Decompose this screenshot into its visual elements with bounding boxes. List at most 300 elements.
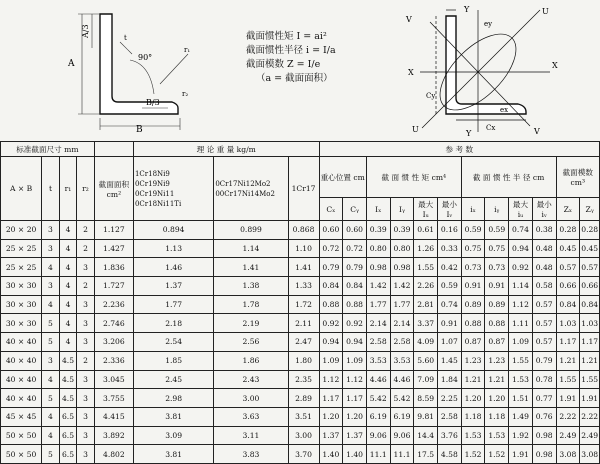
table-cell: 1.53 xyxy=(461,426,485,445)
table-cell: 6.19 xyxy=(366,407,390,426)
table-row xyxy=(1,258,600,277)
table-cell: 3.81 xyxy=(133,407,213,426)
table-cell: 1.14 xyxy=(214,239,288,258)
table-cell: 4 xyxy=(42,295,60,314)
table-cell: 1.52 xyxy=(485,445,509,464)
table-cell: 0.80 xyxy=(366,239,390,258)
table-cell: 2.49 xyxy=(580,426,600,445)
table-cell: 0.94 xyxy=(343,333,367,352)
table-cell: 1.86 xyxy=(214,351,288,370)
table-cell: 8.59 xyxy=(414,389,438,408)
table-cell: 1.427 xyxy=(94,239,133,258)
table-cell: 1.13 xyxy=(133,239,213,258)
table-cell: 0.91 xyxy=(438,314,462,333)
table-cell: 1.18 xyxy=(461,407,485,426)
table-cell: 0.57 xyxy=(532,295,556,314)
table-cell: 1.55 xyxy=(580,370,600,389)
table-cell: 2.43 xyxy=(214,370,288,389)
table-cell: 1.20 xyxy=(343,407,367,426)
table-cell: 1.09 xyxy=(319,351,343,370)
table-cell: 0.94 xyxy=(509,239,533,258)
table-cell: 3.53 xyxy=(366,351,390,370)
table-cell: 0.59 xyxy=(438,277,462,296)
table-cell: 3.76 xyxy=(438,426,462,445)
table-row xyxy=(1,314,600,333)
table-cell: 3.00 xyxy=(214,389,288,408)
dim-t-label: t xyxy=(124,34,127,42)
table-row xyxy=(1,445,600,464)
table-cell: 1.26 xyxy=(414,239,438,258)
table-cell: 1.21 xyxy=(461,370,485,389)
table-cell: 1.17 xyxy=(556,333,580,352)
col-header-axb: A × B xyxy=(1,157,42,221)
table-cell: 1.12 xyxy=(509,295,533,314)
col-header-area: 截面面积 cm² xyxy=(94,157,133,221)
table-cell: 0.84 xyxy=(343,277,367,296)
table-cell: 0.33 xyxy=(438,239,462,258)
table-cell: 2.89 xyxy=(288,389,319,408)
mat1-line: 0Cr19Ni9 xyxy=(134,179,170,188)
table-cell: 4.802 xyxy=(94,445,133,464)
ref-group-header: 参 考 数 xyxy=(319,142,600,157)
table-cell: 2.14 xyxy=(366,314,390,333)
table-cell: 6.19 xyxy=(390,407,414,426)
table-cell: 4 xyxy=(59,314,77,333)
modulus-header: 截面模数 cm³ xyxy=(556,157,599,198)
table-cell: 1.78 xyxy=(214,295,288,314)
table-cell: 25 × 25 xyxy=(1,239,42,258)
table-cell: 3.08 xyxy=(556,445,580,464)
table-cell: 1.23 xyxy=(485,351,509,370)
axis-v-bottom-label: V xyxy=(534,127,540,136)
table-cell: 1.55 xyxy=(556,370,580,389)
col-header-rx: iₓ xyxy=(461,198,485,221)
table-cell: 3 xyxy=(77,426,95,445)
table-cell: 0.61 xyxy=(414,221,438,240)
table-cell: 3.81 xyxy=(133,445,213,464)
table-cell: 0.39 xyxy=(390,221,414,240)
table-cell: 0.91 xyxy=(485,277,509,296)
col-header-ry: iᵧ xyxy=(485,198,509,221)
table-cell: 25 × 25 xyxy=(1,258,42,277)
table-cell: 30 × 30 xyxy=(1,295,42,314)
table-row xyxy=(1,389,600,408)
table-cell: 4.46 xyxy=(390,370,414,389)
col-header-iv: 最小 Iᵥ xyxy=(438,198,462,221)
table-cell: 1.92 xyxy=(509,426,533,445)
table-cell: 0.79 xyxy=(319,258,343,277)
table-cell: 1.17 xyxy=(343,389,367,408)
table-cell: 2.18 xyxy=(133,314,213,333)
table-cell: 2.14 xyxy=(390,314,414,333)
table-cell: 1.77 xyxy=(133,295,213,314)
table-cell: 1.53 xyxy=(485,426,509,445)
table-cell: 0.59 xyxy=(461,221,485,240)
axis-u-bottom-label: U xyxy=(412,125,419,134)
mat1-line: 0Cr18Ni11Ti xyxy=(134,199,182,208)
table-cell: 3 xyxy=(77,314,95,333)
steel-angle-table xyxy=(0,141,600,464)
table-cell: 4 xyxy=(42,407,60,426)
table-cell: 4 xyxy=(42,426,60,445)
table-cell: 3 xyxy=(42,351,60,370)
table-cell: 1.37 xyxy=(343,426,367,445)
table-cell: 1.37 xyxy=(133,277,213,296)
inertia-header: 截 面 惯 性 矩 cm⁴ xyxy=(366,157,461,198)
table-cell: 1.33 xyxy=(288,277,319,296)
col-header-zy: Zᵧ xyxy=(580,198,600,221)
table-cell: 1.49 xyxy=(509,407,533,426)
dim-b-label: B xyxy=(136,125,143,135)
table-cell: 0.89 xyxy=(461,295,485,314)
table-cell: 4 xyxy=(59,258,77,277)
col-header-mat3: 1Cr17 xyxy=(288,157,319,221)
col-header-iu: 最大 Iᵤ xyxy=(414,198,438,221)
table-cell: 0.87 xyxy=(485,333,509,352)
table-cell: 0.88 xyxy=(343,295,367,314)
table-cell: 4 xyxy=(59,333,77,352)
table-cell: 0.72 xyxy=(319,239,343,258)
col-header-iy: Iᵧ xyxy=(390,198,414,221)
table-cell: 0.78 xyxy=(532,370,556,389)
table-cell: 2.35 xyxy=(288,370,319,389)
table-cell: 1.91 xyxy=(509,445,533,464)
table-cell: 5.42 xyxy=(366,389,390,408)
table-cell: 2.58 xyxy=(438,407,462,426)
table-cell: 9.06 xyxy=(390,426,414,445)
table-cell: 1.03 xyxy=(556,314,580,333)
table-cell: 0.42 xyxy=(438,258,462,277)
table-cell: 3.892 xyxy=(94,426,133,445)
table-cell: 2.49 xyxy=(556,426,580,445)
table-cell: 5 xyxy=(42,333,60,352)
axis-y-bottom-label: Y xyxy=(466,129,472,138)
table-cell: 0.868 xyxy=(288,221,319,240)
table-cell: 0.74 xyxy=(509,221,533,240)
table-cell: 0.87 xyxy=(461,333,485,352)
table-cell: 3 xyxy=(77,295,95,314)
col-header-r2: r₂ xyxy=(77,157,95,221)
table-cell: 3 xyxy=(77,407,95,426)
table-cell: 2.236 xyxy=(94,295,133,314)
table-cell: 11.1 xyxy=(366,445,390,464)
radius-header: 截 面 惯 性 半 径 cm xyxy=(461,157,556,198)
table-cell: 2.22 xyxy=(556,407,580,426)
table-cell: 1.09 xyxy=(509,333,533,352)
col-header-ru: 最大 iᵤ xyxy=(509,198,533,221)
table-cell: 0.92 xyxy=(343,314,367,333)
table-cell: 1.52 xyxy=(461,445,485,464)
table-cell: 0.75 xyxy=(485,239,509,258)
table-cell: 2.25 xyxy=(438,389,462,408)
formula-inertia: 截面惯性矩 I = ai² xyxy=(246,31,327,42)
table-cell: 0.57 xyxy=(532,314,556,333)
table-cell: 0.16 xyxy=(438,221,462,240)
table-cell: 4.415 xyxy=(94,407,133,426)
table-cell: 4 xyxy=(42,370,60,389)
table-cell: 1.91 xyxy=(556,389,580,408)
table-cell: 3 xyxy=(42,221,60,240)
table-cell: 1.21 xyxy=(580,351,600,370)
table-cell: 0.28 xyxy=(580,221,600,240)
table-cell: 0.60 xyxy=(343,221,367,240)
table-cell: 3 xyxy=(77,370,95,389)
mat1-line: 1Cr18Ni9 xyxy=(134,169,170,178)
axis-y-label: Y xyxy=(464,5,470,14)
table-cell: 2.81 xyxy=(414,295,438,314)
table-cell: 2.58 xyxy=(390,333,414,352)
angle-section-diagram xyxy=(60,4,200,136)
table-cell: 0.66 xyxy=(580,277,600,296)
table-cell: 0.48 xyxy=(532,239,556,258)
table-cell: 1.21 xyxy=(485,370,509,389)
formula-block xyxy=(246,30,386,86)
table-cell: 40 × 40 xyxy=(1,333,42,352)
size-group-header: 标准截面尺寸 mm xyxy=(1,142,95,157)
table-cell: 20 × 20 xyxy=(1,221,42,240)
table-cell: 3.11 xyxy=(214,426,288,445)
table-cell: 0.94 xyxy=(319,333,343,352)
table-cell: 3.755 xyxy=(94,389,133,408)
table-cell: 1.46 xyxy=(133,258,213,277)
table-body xyxy=(1,221,600,464)
table-cell: 40 × 40 xyxy=(1,370,42,389)
axis-v-label: V xyxy=(406,15,412,24)
table-cell: 9.81 xyxy=(414,407,438,426)
table-cell: 2.22 xyxy=(580,407,600,426)
formula-note: （a = 截面面积） xyxy=(256,73,333,84)
axis-x-left-label: X xyxy=(408,68,414,77)
table-cell: 0.66 xyxy=(556,277,580,296)
table-cell: 3 xyxy=(77,258,95,277)
table-cell: 3 xyxy=(42,277,60,296)
table-cell: 0.58 xyxy=(532,277,556,296)
table-cell: 0.894 xyxy=(133,221,213,240)
table-cell: 4 xyxy=(59,239,77,258)
table-cell: 6.5 xyxy=(59,426,77,445)
table-cell: 1.10 xyxy=(288,239,319,258)
table-row xyxy=(1,426,600,445)
ey-label: ey xyxy=(484,20,493,28)
table-cell: 11.1 xyxy=(390,445,414,464)
table-cell: 0.92 xyxy=(509,258,533,277)
mat2-line: 00Cr17Ni14Mo2 xyxy=(215,189,275,198)
table-cell: 3 xyxy=(77,333,95,352)
table-cell: 1.07 xyxy=(438,333,462,352)
table-cell: 0.98 xyxy=(366,258,390,277)
table-cell: 3.51 xyxy=(288,407,319,426)
table-row xyxy=(1,277,600,296)
table-cell: 0.79 xyxy=(532,351,556,370)
table-cell: 1.09 xyxy=(343,351,367,370)
col-header-mat2 xyxy=(214,157,288,221)
table-cell: 1.41 xyxy=(214,258,288,277)
table-cell: 0.76 xyxy=(532,407,556,426)
table-cell: 0.98 xyxy=(532,426,556,445)
table-cell: 1.38 xyxy=(214,277,288,296)
table-cell: 2.54 xyxy=(133,333,213,352)
col-header-cy: Cᵧ xyxy=(343,198,367,221)
table-cell: 1.127 xyxy=(94,221,133,240)
table-cell: 1.91 xyxy=(580,389,600,408)
table-cell: 2.47 xyxy=(288,333,319,352)
table-cell: 2.11 xyxy=(288,314,319,333)
table-cell: 1.53 xyxy=(509,370,533,389)
centroid-header: 重心位置 cm xyxy=(319,157,366,198)
dim-a-label: A xyxy=(68,59,75,69)
table-cell: 1.40 xyxy=(319,445,343,464)
table-cell: 0.39 xyxy=(366,221,390,240)
table-cell: 0.98 xyxy=(532,445,556,464)
table-cell: 1.72 xyxy=(288,295,319,314)
table-cell: 0.84 xyxy=(319,277,343,296)
table-cell: 7.09 xyxy=(414,370,438,389)
table-cell: 14.4 xyxy=(414,426,438,445)
table-row xyxy=(1,239,600,258)
table-cell: 3.53 xyxy=(390,351,414,370)
formula-modulus: 截面模数 Z = I/e xyxy=(246,59,321,70)
table-row xyxy=(1,295,600,314)
table-cell: 0.59 xyxy=(485,221,509,240)
table-cell: 0.73 xyxy=(461,258,485,277)
dim-r1-label: r₁ xyxy=(184,46,191,54)
table-cell: 6.5 xyxy=(59,407,77,426)
table-cell: 3.83 xyxy=(214,445,288,464)
table-cell: 50 × 50 xyxy=(1,445,42,464)
table-cell: 1.77 xyxy=(390,295,414,314)
table-cell: 3.045 xyxy=(94,370,133,389)
table-cell: 0.77 xyxy=(532,389,556,408)
weight-group-header: 理 论 重 量 kg/m xyxy=(133,142,319,157)
table-cell: 1.55 xyxy=(509,351,533,370)
table-cell: 2 xyxy=(77,221,95,240)
col-header-t: t xyxy=(42,157,60,221)
table-cell: 1.21 xyxy=(556,351,580,370)
table-cell: 2.19 xyxy=(214,314,288,333)
table-cell: 5 xyxy=(42,314,60,333)
table-cell: 1.41 xyxy=(288,258,319,277)
table-cell: 3 xyxy=(77,445,95,464)
table-row xyxy=(1,221,600,240)
table-cell: 1.45 xyxy=(438,351,462,370)
table-cell: 0.91 xyxy=(461,277,485,296)
mat2-line: 0Cr17Ni12Mo2 xyxy=(215,179,271,188)
table-cell: 1.12 xyxy=(343,370,367,389)
table-cell: 1.17 xyxy=(580,333,600,352)
table-cell: 1.77 xyxy=(366,295,390,314)
cx-label: Cx xyxy=(486,124,496,132)
table-cell: 0.72 xyxy=(343,239,367,258)
table-cell: 1.80 xyxy=(288,351,319,370)
table-cell: 40 × 40 xyxy=(1,351,42,370)
table-cell: 0.57 xyxy=(580,258,600,277)
table-cell: 0.73 xyxy=(485,258,509,277)
table-cell: 0.92 xyxy=(319,314,343,333)
table-cell: 0.79 xyxy=(343,258,367,277)
table-cell: 1.37 xyxy=(319,426,343,445)
table-cell: 1.03 xyxy=(580,314,600,333)
table-cell: 1.12 xyxy=(319,370,343,389)
table-cell: 1.85 xyxy=(133,351,213,370)
table-cell: 1.20 xyxy=(461,389,485,408)
table-cell: 0.88 xyxy=(319,295,343,314)
table-cell: 45 × 45 xyxy=(1,407,42,426)
table-cell: 0.48 xyxy=(532,258,556,277)
table-cell: 1.23 xyxy=(461,351,485,370)
table-cell: 3.206 xyxy=(94,333,133,352)
table-cell: 0.74 xyxy=(438,295,462,314)
table-cell: 4 xyxy=(59,295,77,314)
table-cell: 0.57 xyxy=(532,333,556,352)
col-header-mat1 xyxy=(133,157,213,221)
table-cell: 4.46 xyxy=(366,370,390,389)
table-cell: 1.42 xyxy=(366,277,390,296)
table-cell: 0.57 xyxy=(556,258,580,277)
table-cell: 0.98 xyxy=(390,258,414,277)
table-cell: 5.42 xyxy=(390,389,414,408)
table-cell: 3.70 xyxy=(288,445,319,464)
table-cell: 3.63 xyxy=(214,407,288,426)
table-cell: 4.5 xyxy=(59,389,77,408)
table-cell: 1.51 xyxy=(509,389,533,408)
axis-x-right-label: X xyxy=(552,61,558,70)
table-row xyxy=(1,407,600,426)
table-cell: 2.58 xyxy=(366,333,390,352)
table-cell: 1.20 xyxy=(319,407,343,426)
table-cell: 0.88 xyxy=(461,314,485,333)
table-cell: 3 xyxy=(42,239,60,258)
table-cell: 0.45 xyxy=(556,239,580,258)
table-cell: 2.336 xyxy=(94,351,133,370)
table-cell: 3.09 xyxy=(133,426,213,445)
table-cell: 0.899 xyxy=(214,221,288,240)
table-cell: 1.17 xyxy=(319,389,343,408)
table-cell: 1.55 xyxy=(414,258,438,277)
table-cell: 1.42 xyxy=(390,277,414,296)
table-cell: 3 xyxy=(77,389,95,408)
table-cell: 40 × 40 xyxy=(1,389,42,408)
table-cell: 1.18 xyxy=(485,407,509,426)
table-cell: 3.08 xyxy=(580,445,600,464)
col-header-cx: Cₓ xyxy=(319,198,343,221)
table-cell: 3.00 xyxy=(288,426,319,445)
table-cell: 4 xyxy=(59,221,77,240)
table-row xyxy=(1,351,600,370)
table-row xyxy=(1,370,600,389)
col-header-r1: r₁ xyxy=(59,157,77,221)
table-row xyxy=(1,333,600,352)
table-cell: 4 xyxy=(42,258,60,277)
table-cell: 2.746 xyxy=(94,314,133,333)
table-cell: 17.5 xyxy=(414,445,438,464)
table-cell: 1.14 xyxy=(509,277,533,296)
table-cell: 4 xyxy=(59,277,77,296)
table-cell: 1.727 xyxy=(94,277,133,296)
table-cell: 2 xyxy=(77,277,95,296)
table-cell: 6.5 xyxy=(59,445,77,464)
table-cell: 3.37 xyxy=(414,314,438,333)
cy-label: Cy xyxy=(426,92,436,100)
table-cell: 4.5 xyxy=(59,351,77,370)
table-cell: 4.09 xyxy=(414,333,438,352)
angle-label: 90° xyxy=(138,53,153,62)
table-cell: 9.06 xyxy=(366,426,390,445)
table-cell: 2 xyxy=(77,239,95,258)
table-cell: 30 × 30 xyxy=(1,277,42,296)
table-cell: 0.60 xyxy=(319,221,343,240)
table-cell: 2.26 xyxy=(414,277,438,296)
table-cell: 2.45 xyxy=(133,370,213,389)
